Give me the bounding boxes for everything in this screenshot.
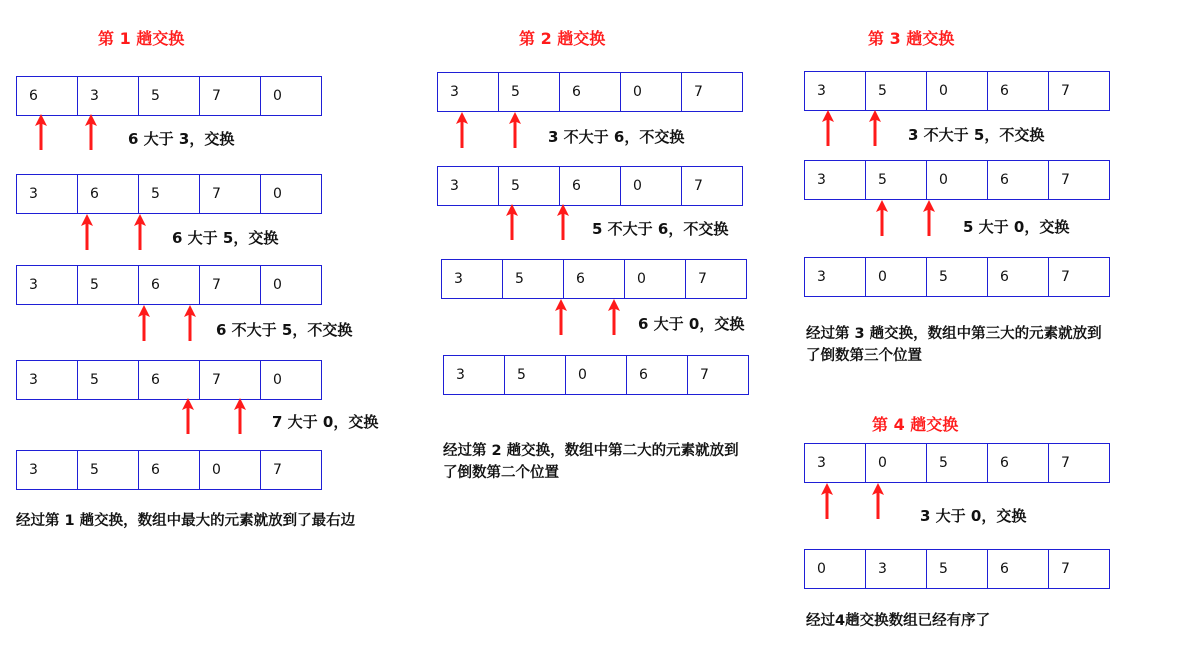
array-cell: 0 bbox=[927, 160, 988, 200]
pass2-summary bbox=[443, 440, 739, 484]
array-cell: 5 bbox=[927, 443, 988, 483]
red-up-arrow-icon bbox=[506, 204, 518, 240]
array-cell: 3 bbox=[16, 174, 78, 214]
array-cell: 3 bbox=[16, 265, 78, 305]
array-cell: 3 bbox=[866, 549, 927, 589]
pass4-step1-note: 3 大于 0，交换 bbox=[920, 507, 1027, 525]
pass4-result-array bbox=[804, 549, 1110, 589]
red-up-arrow-icon bbox=[182, 398, 194, 434]
pass2-title: 第 2 趟交换 bbox=[519, 29, 606, 48]
pass2-step2-note: 5 不大于 6，不交换 bbox=[592, 220, 729, 238]
pass4-title: 第 4 趟交换 bbox=[872, 415, 959, 434]
red-up-arrow-icon bbox=[35, 114, 47, 150]
array-cell: 6 bbox=[139, 265, 200, 305]
pass1-result-array bbox=[16, 450, 322, 490]
array-cell: 3 bbox=[443, 355, 505, 395]
red-up-arrow-icon bbox=[509, 112, 521, 148]
array-cell: 0 bbox=[200, 450, 261, 490]
array-cell: 0 bbox=[621, 72, 682, 112]
array-cell: 0 bbox=[621, 166, 682, 206]
array-cell: 5 bbox=[78, 360, 139, 400]
array-cell: 0 bbox=[566, 355, 627, 395]
pass2-step3-array bbox=[441, 259, 747, 299]
array-cell: 6 bbox=[78, 174, 139, 214]
array-cell: 7 bbox=[686, 259, 747, 299]
pass2-step3-note: 6 大于 0，交换 bbox=[638, 315, 745, 333]
array-cell: 0 bbox=[866, 443, 927, 483]
red-up-arrow-icon bbox=[822, 110, 834, 146]
array-cell: 6 bbox=[988, 71, 1049, 111]
array-cell: 6 bbox=[139, 360, 200, 400]
array-cell: 7 bbox=[1049, 160, 1110, 200]
array-cell: 6 bbox=[560, 166, 621, 206]
array-cell: 6 bbox=[560, 72, 621, 112]
red-up-arrow-icon bbox=[608, 299, 620, 335]
array-cell: 7 bbox=[682, 72, 743, 112]
pass3-summary-line2: 了倒数第三个位置 bbox=[806, 348, 922, 364]
pass3-summary-line1: 经过第 3 趟交换，数组中第三大的元素就放到 bbox=[806, 326, 1102, 342]
pass1-summary: 经过第 1 趟交换，数组中最大的元素就放到了最右边 bbox=[16, 513, 356, 529]
array-cell: 6 bbox=[564, 259, 625, 299]
red-up-arrow-icon bbox=[555, 299, 567, 335]
array-cell: 5 bbox=[505, 355, 566, 395]
pass1-step1-array bbox=[16, 76, 322, 116]
array-cell: 7 bbox=[1049, 257, 1110, 297]
array-cell: 5 bbox=[78, 265, 139, 305]
pass2-result-array bbox=[443, 355, 749, 395]
array-cell: 3 bbox=[804, 257, 866, 297]
array-cell: 3 bbox=[804, 160, 866, 200]
array-cell: 6 bbox=[988, 160, 1049, 200]
array-cell: 3 bbox=[441, 259, 503, 299]
array-cell: 6 bbox=[16, 76, 78, 116]
array-cell: 3 bbox=[78, 76, 139, 116]
array-cell: 5 bbox=[503, 259, 564, 299]
array-cell: 7 bbox=[200, 265, 261, 305]
red-up-arrow-icon bbox=[876, 200, 888, 236]
red-up-arrow-icon bbox=[85, 114, 97, 150]
array-cell: 5 bbox=[139, 76, 200, 116]
array-cell: 0 bbox=[261, 174, 322, 214]
array-cell: 5 bbox=[927, 549, 988, 589]
red-up-arrow-icon bbox=[923, 200, 935, 236]
array-cell: 3 bbox=[804, 71, 866, 111]
array-cell: 0 bbox=[261, 265, 322, 305]
array-cell: 7 bbox=[200, 76, 261, 116]
array-cell: 5 bbox=[499, 166, 560, 206]
array-cell: 0 bbox=[625, 259, 686, 299]
array-cell: 5 bbox=[499, 72, 560, 112]
red-up-arrow-icon bbox=[134, 214, 146, 250]
array-cell: 3 bbox=[437, 72, 499, 112]
array-cell: 7 bbox=[200, 174, 261, 214]
pass1-step4-array bbox=[16, 360, 322, 400]
red-up-arrow-icon bbox=[821, 483, 833, 519]
array-cell: 7 bbox=[682, 166, 743, 206]
array-cell: 7 bbox=[1049, 443, 1110, 483]
pass4-step1-array bbox=[804, 443, 1110, 483]
pass3-step1-array bbox=[804, 71, 1110, 111]
pass2-step1-note: 3 不大于 6，不交换 bbox=[548, 128, 685, 146]
pass3-summary bbox=[806, 323, 1102, 367]
pass3-step2-array bbox=[804, 160, 1110, 200]
pass3-step2-note: 5 大于 0，交换 bbox=[963, 218, 1070, 236]
pass4-summary: 经过4趟交换数组已经有序了 bbox=[806, 613, 991, 629]
array-cell: 5 bbox=[78, 450, 139, 490]
pass3-step1-note: 3 不大于 5，不交换 bbox=[908, 126, 1045, 144]
pass1-step2-array bbox=[16, 174, 322, 214]
pass1-title: 第 1 趟交换 bbox=[98, 29, 185, 48]
pass1-step4-note: 7 大于 0，交换 bbox=[272, 413, 379, 431]
array-cell: 0 bbox=[866, 257, 927, 297]
array-cell: 3 bbox=[16, 360, 78, 400]
pass3-result-array bbox=[804, 257, 1110, 297]
pass2-step1-array bbox=[437, 72, 743, 112]
pass1-step3-note: 6 不大于 5，不交换 bbox=[216, 321, 353, 339]
pass2-summary-line2: 了倒数第二个位置 bbox=[443, 465, 559, 481]
pass3-title: 第 3 趟交换 bbox=[868, 29, 955, 48]
array-cell: 5 bbox=[927, 257, 988, 297]
array-cell: 6 bbox=[627, 355, 688, 395]
red-up-arrow-icon bbox=[81, 214, 93, 250]
array-cell: 3 bbox=[804, 443, 866, 483]
array-cell: 7 bbox=[1049, 71, 1110, 111]
array-cell: 6 bbox=[988, 443, 1049, 483]
pass1-step3-array bbox=[16, 265, 322, 305]
red-up-arrow-icon bbox=[557, 204, 569, 240]
red-up-arrow-icon bbox=[138, 305, 150, 341]
array-cell: 3 bbox=[16, 450, 78, 490]
array-cell: 3 bbox=[437, 166, 499, 206]
red-up-arrow-icon bbox=[456, 112, 468, 148]
array-cell: 0 bbox=[927, 71, 988, 111]
array-cell: 7 bbox=[200, 360, 261, 400]
array-cell: 7 bbox=[261, 450, 322, 490]
pass1-step1-note: 6 大于 3，交换 bbox=[128, 130, 235, 148]
red-up-arrow-icon bbox=[869, 110, 881, 146]
pass1-step2-note: 6 大于 5，交换 bbox=[172, 229, 279, 247]
array-cell: 5 bbox=[866, 160, 927, 200]
array-cell: 6 bbox=[988, 549, 1049, 589]
pass2-step2-array bbox=[437, 166, 743, 206]
array-cell: 7 bbox=[688, 355, 749, 395]
array-cell: 6 bbox=[988, 257, 1049, 297]
red-up-arrow-icon bbox=[234, 398, 246, 434]
array-cell: 0 bbox=[804, 549, 866, 589]
pass2-summary-line1: 经过第 2 趟交换，数组中第二大的元素就放到 bbox=[443, 443, 739, 459]
array-cell: 0 bbox=[261, 360, 322, 400]
array-cell: 5 bbox=[866, 71, 927, 111]
red-up-arrow-icon bbox=[872, 483, 884, 519]
red-up-arrow-icon bbox=[184, 305, 196, 341]
array-cell: 7 bbox=[1049, 549, 1110, 589]
array-cell: 0 bbox=[261, 76, 322, 116]
array-cell: 5 bbox=[139, 174, 200, 214]
array-cell: 6 bbox=[139, 450, 200, 490]
